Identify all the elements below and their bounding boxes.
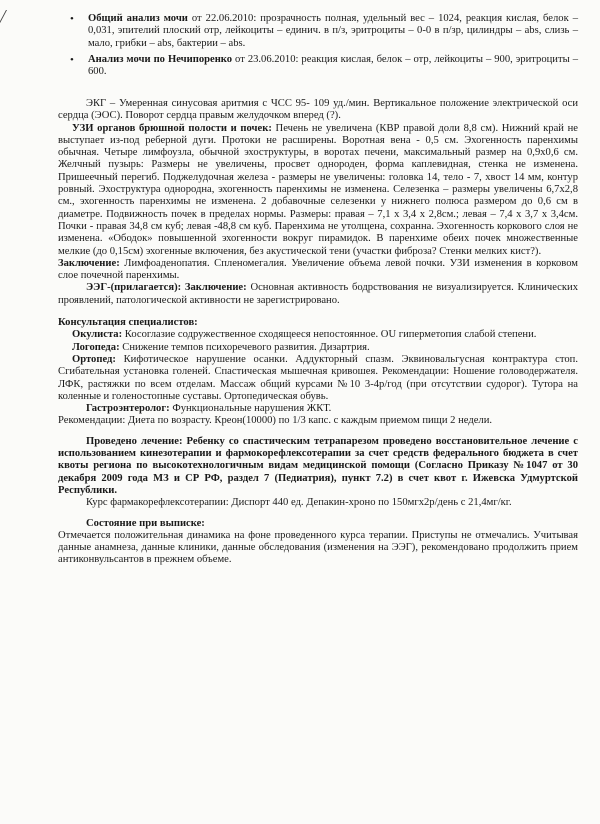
urine-general-body: от 22.06.2010: прозрачность полная, удельный вес – 1024, реакция кислая, белок – 0,031, эпителий плоский отр, лейкоциты – единич. в п/з, эритроциты – 0-0 в п/зр, цилиндры – abs, слизь – мало, грибки – abs, бактерии – abs. xyxy=(88,13,578,49)
logoped-paragraph xyxy=(58,342,578,354)
bullet-icon: • xyxy=(70,53,74,66)
uzi-conclusion-body: Лимфоаденопатия. Спленомегалия. Увеличение объема левой почки. УЗИ изменения в корковом слое почечной паренхимы. xyxy=(58,257,578,282)
gastro-recommendation: Рекомендации: Диета по возрасту. Креон(10000) по 1/3 капс. с каждым приемом пищи 2 недели. xyxy=(58,415,493,427)
urine-nechiporenko-head: Анализ мочи по Нечипоренко xyxy=(88,53,233,65)
eeg-body: Основная активность бодрствования не визуализируется. Клинических проявлений, патологической активности не зарегистрировано. xyxy=(58,282,578,306)
ortoped-body: Кифотическое нарушение осанки. Аддукторный спазм. Эквиновальгусная контрактура стоп. Сгибательная установка голеней. Спастическая мышечная кривошея. Рекомендации: Ношение головодержателя. ЛФК, растяжки по всем отделам. Массаж общий курсами №10 3-4р/год (при отсутствии судорог). Тутора на коленные и голеностопные суставы. Ортопедическая обувь. xyxy=(58,353,578,402)
eeg-paragraph xyxy=(58,282,578,307)
logoped-body: Снижение темпов психоречевого развития. Дизартрия. xyxy=(119,341,370,353)
uzi-body: Печень не увеличена (КВР правой доли 8,8 см). Нижний край не выступает из-под реберной дуги. Протоки не расширены. Воротная вена - 0,5 см. Эхогенность паренхимы обычная. Четыре лимфоузла, обычной эхоструктуры, в воротах печени, максимальный размер на 0,9х0,6 см. Желчный пузырь: Размеры не увеличены, просвет однороден, форма каплевидная, стенка не изменена. Пришеечный перегиб. Поджелудочная железа - размеры не увеличены: головка 14, тело - 7, хвост 14 мм, контур ровный. Эхоструктура однородна, эхогенность паренхимы не изменена. Селезенка – размеры увеличены 6,7х2,8 см., эхогенность паренхимы не изменена. 2 добавочные селезенки у нижнего полюса размером до 0,6 см в диаметре. Подвижность почек в пределах нормы. Размеры: правая – 7,1 х 3,4 х 2,8см.; левая – 7,4 х 3,7 х 3,4см. Почки - правая 34,8 см куб; левая -48,8 см куб. Паренхима не утолщена, сохранна. Эхогенность коркового слоя не изменена. «Ободок» повышенной эхогенности вокруг пирамидок. В паренхиме обеих почек множественные мелкие (до 0,15см) эхогенные включения, без акустической тени (участки фиброза? Стенки мелких кист?). xyxy=(58,122,578,257)
urine-general-head: Общий анализ мочи xyxy=(88,13,188,24)
ortoped-paragraph xyxy=(58,354,578,403)
oculist-body: Косоглазие содружественное сходящееся непостоянное. OU гиперметопия слабой степени. xyxy=(122,329,537,341)
treatment-paragraph: Проведено лечение: Ребенку со спастическим тетрапарезом проведено восстановительное лечение с использованием кинезотерапии и фармокорефлексотерапии за счет средств федерального бюджета в счет квоты региона по высокотехнологичным видам медицинской помощи (Согласно Приказу №1047 от 30 декабря 2009 года МЗ и СР РФ, раздел 7 (Педиатрия), пункт 7.2) в счет квот г. Ижевска Удмуртской Республики. xyxy=(58,435,578,496)
urine-analysis-list xyxy=(58,13,578,82)
report-body xyxy=(58,98,578,567)
list-item xyxy=(58,13,578,50)
oculist-head: Окулиста: xyxy=(72,329,123,341)
discharge-paragraph: Отмечается положительная динамика на фоне проведенного курса терапии. Приступы не отмечались. Учитывая данные анамнеза, данные клиники, данные обследования (изменения на ЭЭГ), рекомендовано продолжить прием антиконвульсантов в прежнем объеме. xyxy=(58,529,578,566)
gastro-paragraph xyxy=(58,403,578,415)
uzi-head: УЗИ органов брюшной полости и почек: xyxy=(72,122,272,134)
urine-nechiporenko-body: от 23.06.2010: реакция кислая, белок – отр, лейкоциты – 900, эритроциты – 600. xyxy=(88,53,578,78)
uzi-conclusion xyxy=(58,258,578,283)
logoped-head: Логопеда: xyxy=(72,341,120,353)
ortoped-head: Ортопед: xyxy=(72,353,116,365)
ekg-paragraph: ЭКГ – Умеренная синусовая аритмия с ЧСС 95- 109 уд./мин. Вертикальное положение электрической оси сердца (ЭОС). Поворот сердца правым желудочком вперед (?). xyxy=(58,98,578,122)
bullet-icon: • xyxy=(70,13,74,25)
discharge-heading: Состояние при выписке: xyxy=(86,517,205,529)
uzi-conclusion-head: Заключение: xyxy=(58,257,120,269)
gastro-head: Гастроэнтеролог: xyxy=(86,403,170,415)
consult-heading: Консультация специалистов: xyxy=(58,317,198,329)
uzi-paragraph xyxy=(58,123,578,258)
course-paragraph: Курс фармакорефлексотерапии: Диспорт 440 ед. Депакин-хроно по 150мгх2р/день с 21,4мг/кг. xyxy=(86,497,512,509)
eeg-head: ЭЭГ-(прилагается): Заключение: xyxy=(86,282,247,294)
oculist-paragraph xyxy=(58,329,578,341)
gastro-body: Функциональные нарушения ЖКТ. xyxy=(169,403,332,415)
list-item xyxy=(58,54,578,79)
